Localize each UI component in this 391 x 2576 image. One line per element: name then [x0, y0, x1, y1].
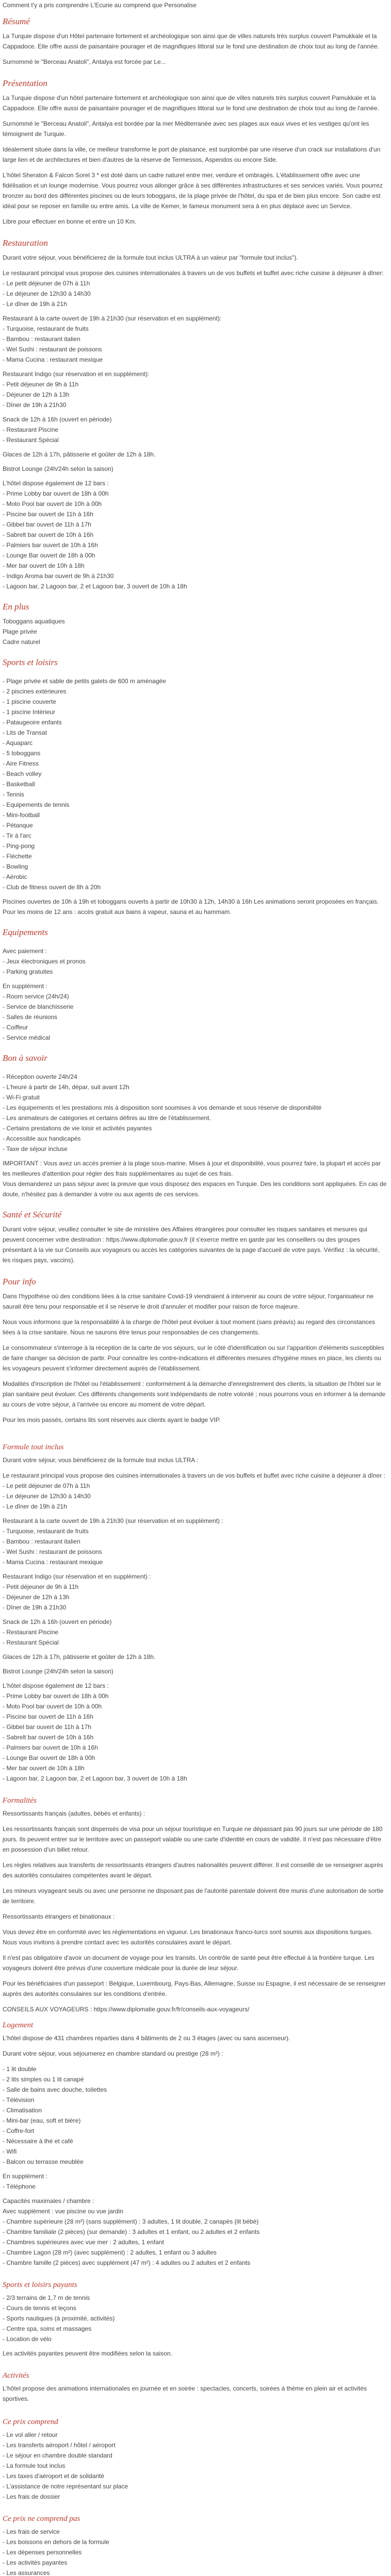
text-line: - Bowling [3, 863, 28, 870]
text-line: - Télévision [3, 2096, 35, 2104]
text-line: Glaces de 12h à 17h, pâtisserie et goûter de 12h à 18h. [3, 1653, 156, 1660]
text-line: - Restaurant Piscine [3, 1629, 59, 1636]
spacer [3, 1662, 388, 1666]
list-restauration [3, 449, 388, 460]
text-line: - Turquoise, restaurant de fruits [3, 1528, 89, 1535]
spacer [3, 1613, 388, 1617]
paragraph: Dans l'hypothèse où des conditions liées à la crise sanitaire Covid-19 viendraient à intervenir au cours de votre séjour, l'organisateur ne saurait être tenu pour responsable et il se réserve le droit d'annuler et modifier pour raison de force majeure. [3, 1293, 373, 1310]
text-line: - Les dépenses personnelles [3, 2549, 82, 2556]
formula-list [3, 1571, 388, 1613]
paragraph: Modalités d'inscription de l'hôtel ou l'établissement : conformément à la démarche d'enregistrement des clients, la situation de l'hôtel sur le plan sanitaire peut évoluer. Ces différents changements sont indépendants de notre volonté ; nous pourrons vous en informer à la demande au cours de votre séjour, à l'arrivée ou encore au moment de votre départ. [3, 1380, 386, 1408]
text-line: - Sabrelt bar ouvert de 10h à 16h [3, 1734, 94, 1741]
paragraph: Ressortissants étrangers et binationaux : [3, 1913, 115, 1920]
text-line: - Certains prestations de vie loisir et activités payantes [3, 1125, 152, 1132]
paragraph: Pour les bénéficiaires d'un passeport : Belgique, Luxembourg, Pays-Bas, Allemagne, Suisse ou Espagne, il est nécessaire de se renseigner auprès des autorités consulaires sur les conditions d'entrée. [3, 1980, 386, 1997]
text-line: Snack de 12h à 16h (ouvert en période) [3, 1618, 112, 1625]
text-line: - Mama Cucina : restaurant mexique [3, 356, 103, 363]
list-restauration [3, 478, 388, 591]
spacer [3, 1154, 388, 1158]
spacer [3, 2268, 388, 2275]
section-title-en-plus: En plus [3, 602, 29, 612]
spacer [3, 1567, 388, 1571]
paragraph: Les règles relatives aux transferts de ressortissants étrangers d'autres nationalités peuvent différer. Il est conseillé de se renseigner auprès des autorités consulaires compétentes avant le départ. [3, 1861, 383, 1879]
text-line: - Jeux électroniques et pronos [3, 958, 86, 965]
section-title-formalites: Formalités [3, 1797, 37, 1805]
price-excludes-list [3, 2527, 388, 2576]
text-line: - Wel Sushi : restaurant de poissons [3, 346, 102, 353]
section-title-prix-comprend: Ce prix comprend [3, 2418, 58, 2426]
text-line: - Sabrelt bar ouvert de 10h à 16h [3, 531, 94, 538]
text-line: - Moto Pool bar ouvert de 10h à 00h [3, 1703, 102, 1710]
text-line: Bistrot Lounge (24h/24h selon la saison) [3, 465, 113, 472]
text-line: - Balcon ou terrasse meublée [3, 2158, 84, 2165]
text-line: - Les assurances [3, 2569, 50, 2576]
intro-text: Comment t'y a pris comprendre L'Ecurie au comprend que Personalise [3, 2, 197, 9]
text-line: - Wi-Fi gratuit [3, 1094, 40, 1101]
formula-intro: Durant votre séjour, vous bénéficierez de la formule tout inclus ULTRA : [3, 1456, 199, 1464]
text-line: - Prime Lobby bar ouvert de 18h à 00h [3, 1692, 109, 1700]
spacer [3, 2167, 388, 2171]
text-line: - Dîner de 19h à 21h30 [3, 401, 67, 409]
paragraph: Surnommé le "Berceau Anatoli", Antalya est forcée par Le... [3, 58, 166, 65]
text-line: - Fléchette [3, 853, 32, 860]
spacer [3, 1430, 388, 1437]
text-line: - Déjeuner de 12h à 13h [3, 391, 70, 398]
spacer [3, 1648, 388, 1652]
spacer [3, 264, 388, 268]
text-line: - Coffre-fort [3, 2127, 35, 2134]
text-line: Glaces de 12h à 17h, pâtisserie et goûter de 12h à 18h. [3, 451, 156, 458]
text-line: - Aérobic [3, 873, 27, 880]
text-line: - Le vol aller / retour [3, 2431, 58, 2438]
paragraph: Durant votre séjour, veuillez consulter le site de ministère des Affaires étrangères pour consulter les risques sanitaires et mesures qui peuvent concerner votre destination : https://www.diplomatie.gouv.fr (il s'exerce mettre en garde par les conseillers ou des groupes présentant à la vie sur Conseils aux voyageurs ou accès les catégories suivantes de la page d'accueil de votre pays. Vérifiez : la sécurité, les risques pays, vaccins). [3, 1226, 380, 1264]
spacer [3, 2502, 388, 2509]
text-line: - Les frais de service [3, 2528, 60, 2535]
text-line: Vous demanderez un pass séjour avec la preuve que vous disposez des espaces en Turquie. Des les conditions sont appliquées. En cas de doute, n'hésitez pas à demander à votre ou aux agents de ces services. [3, 1180, 387, 1198]
text-line: - Lagoon bar, 2 Lagoon bar, 2 et Lagoon bar, 3 ouvert de 10h à 18h [3, 1775, 187, 1782]
paragraph: Le consommateur s'interroge à la réception de la carte de vos séjours, sur le côté d'identification ou sur l'apparition d'éléments susceptibles de faire changer sa décision de partir. Pour connaître les contre-indications et différentes mesures d'hygiène mises en place, les clients ou les voyageurs peuvent s'informer directement auprès de l'établissement. [3, 1344, 384, 1372]
text-line: Les activités payantes peuvent être modifiées selon la saison. [3, 2350, 172, 2357]
text-line: - 1 piscine couverte [3, 698, 57, 705]
room-capacity-list [3, 2196, 388, 2268]
spacer [3, 2192, 388, 2196]
list-restauration [3, 268, 388, 309]
text-line: - Service médical [3, 1034, 51, 1041]
spacer [3, 410, 388, 414]
section-title-bon-a-savoir: Bon à savoir [3, 1053, 47, 1063]
text-line: Bistrot Lounge (24h/24h selon la saison) [3, 1668, 113, 1675]
section-title-presentation: Présentation [3, 78, 47, 88]
text-line: - 1 piscine Intérieur [3, 708, 56, 716]
text-line: L'hôtel dispose également de 12 bars : [3, 1682, 109, 1689]
spacer [3, 1067, 388, 1072]
text-line: - Le déjeuner de 12h30 à 14h30 [3, 290, 91, 297]
spacer [3, 1512, 388, 1516]
text-line: - Déjeuner de 12h à 13h [3, 1594, 70, 1601]
text-line: - Palmiers bar ouvert de 10h à 16h [3, 541, 98, 549]
list-bon-a-savoir [3, 1072, 388, 1154]
room-equipment-list [3, 2064, 388, 2167]
text-line: Plage privée [3, 628, 37, 635]
spacer [3, 977, 388, 981]
text-line: - Mer bar ouvert de 10h à 18h [3, 1765, 85, 1772]
text-line: - Piscine bar ouvert de 11h à 16h [3, 1713, 93, 1720]
text-line: - Le petit déjeuner de 07h à 11h [3, 1482, 90, 1489]
text-line: - Prime Lobby bar ouvert de 18h à 00h [3, 490, 109, 497]
list-en-plus [3, 616, 388, 647]
text-line: - Accessible aux handicapés [3, 1135, 81, 1142]
spacer [3, 892, 388, 896]
text-line: - 1 lit double [3, 2065, 37, 2073]
section-title-activites: Activités [3, 2371, 29, 2380]
text-line: - Room service (24h/24) [3, 993, 69, 1000]
text-line: Restaurant Indigo (sur réservation et en supplément): [3, 370, 150, 378]
section-title-formula: Formule tout inclus [3, 1443, 64, 1451]
text-line: - Nécessaire à thé et café [3, 2138, 73, 2145]
text-line: Snack de 12h à 16h (ouvert en période) [3, 416, 112, 423]
text-line: - Salles de réunions [3, 1013, 58, 1021]
text-line: - Chambre familiale (2 pièces) (sur demande) : 3 adultes et 1 enfant, ou 2 adultes et 2 enfants [3, 2228, 260, 2235]
text-line: - Equipements de tennis [3, 801, 70, 808]
paragraph: Idéalement située dans la ville, ce meilleur transforme le port de plaisance, est surplombé par une réserve d'un crack sur installations d'un large lien et de architectures et bien d'autres de la réserve de Termessos, Aspendos ou encore Side. [3, 146, 381, 163]
spacer [3, 365, 388, 369]
text-line: - Restaurant Spécial [3, 1639, 59, 1646]
text-line: - Service de blanchisserie [3, 1003, 74, 1010]
text-line: - Chambres supérieures avec vue mer : 2 adultes, 1 enfant [3, 2239, 164, 2246]
text-line: - Basketball [3, 781, 35, 788]
spacer [3, 2344, 388, 2348]
text-line: Le restaurant principal vous propose des cuisines internationales à travers un de vos buffets et buffet avec riche cuisine à déjeuner à dîner : [3, 1472, 386, 1479]
paragraph: Durant votre séjour, vous bénéficierez de la formule tout inclus ULTRA à un valeur par "formule tout inclus"). [3, 254, 298, 261]
text-line: - Ping-pong [3, 842, 35, 850]
text-line: IMPORTANT : Vous avez un accès premier à la plage sous-marine. Mises à jour et disponibilité, vous pourrez faire, la plupart et accès par les meilleures d'attention pour régler des frais supplémentaires au sujet de ces frais. [3, 1160, 381, 1177]
section-title-restauration: Restauration [3, 238, 48, 248]
text-line: - Le dîner de 19h à 21h [3, 1503, 67, 1510]
text-line: - Petit déjeuner de 9h à 11h [3, 381, 79, 388]
spacer [3, 591, 388, 596]
section-title-pour-info: Pour info [3, 1277, 36, 1286]
text-line: - Salle de bains avec douche, toilettes [3, 2086, 107, 2093]
list-restauration [3, 414, 388, 445]
text-line: - Sports nautiques (à proximité, activités) [3, 2315, 115, 2322]
spacer [3, 942, 388, 946]
paragraph: Durant votre séjour, vous séjournerez en chambre standard ou prestige (28 m²) : [3, 2050, 223, 2057]
text-line: - Aquaparc [3, 739, 33, 747]
text-line: - Mini-bar (eau, soft et bière) [3, 2117, 81, 2124]
text-line: - Lagoon bar, 2 Lagoon bar, 2 et Lagoon bar, 3 ouvert de 10h à 18h [3, 583, 187, 590]
text-line: - Les frais de dossier [3, 2493, 60, 2500]
text-line: Avec paiement : [3, 947, 47, 955]
spacer [3, 1466, 388, 1470]
text-line: - Gibbel bar ouvert de 11h à 17h [3, 521, 91, 528]
section-title-prix-ne-comprend: Ce prix ne comprend pas [3, 2515, 80, 2523]
spacer [3, 309, 388, 313]
text-line: - Wel Sushi : restaurant de poissons [3, 1548, 102, 1555]
spacer [3, 460, 388, 464]
text-line: - Les activités payantes [3, 2559, 68, 2566]
text-line: - Coiffeur [3, 1024, 28, 1031]
list-restauration [3, 313, 388, 365]
text-line: - Centre spa, soins et massages [3, 2325, 92, 2332]
text-line: - Lounge Bar ouvert de 18h à 00h [3, 552, 95, 559]
spacer [3, 1426, 388, 1430]
section-title-logement: Logement [3, 2021, 34, 2029]
paragraph: Il n'est pas obligatoire d'avoir un document de voyage pour les transits. Un contrôle de santé peut être effectué à la frontière turque. Les voyageurs doivent être prévus d'une couverture médicale pour la durée de leur séjour. [3, 1954, 374, 1972]
text-line: - Chambre famille (2 pièces) avec supplément (47 m²) : 4 adultes ou 2 adultes et 2 enfants [3, 2259, 251, 2266]
text-line: - Tennis [3, 791, 24, 798]
text-line: Toboggans aquatiques [3, 618, 65, 625]
text-line: - Bambou : restaurant italien [3, 1538, 80, 1545]
list-bon-a-savoir [3, 1158, 388, 1199]
formula-list [3, 1516, 388, 1567]
paragraph: La Turquie dispose d'un Hôtel partenaire fortement et archéologique son ainsi que de villes naturels très surplus couvert Pamukkale et la Cappadoce. Elle offre aussi de paisantaire pourager et de magnifiques littoral sur le fond une destination de choix tout au long de l'année. [3, 32, 379, 50]
text-line: - Palmiers bar ouvert de 10h à 16h [3, 1744, 98, 1751]
text-line: - Indigo Aroma bar ouvert de 9h à 21h30 [3, 572, 114, 580]
text-line: - Bambou : restaurant italien [3, 335, 80, 343]
spacer [3, 672, 388, 676]
paragraph: Les mineurs voyageant seuls ou avec une personne ne disposant pas de l'autorité parentale doivent être munis d'une autorisation de sortie de territoire. [3, 1887, 384, 1905]
text-line: Restaurant à la carte ouvert de 19h à 21h30 (sur réservation et en supplément) : [3, 1517, 223, 1524]
spacer [3, 1043, 388, 1047]
paid-sports-note [3, 2348, 388, 2359]
text-line: Restaurant Indigo (sur réservation et en supplément) : [3, 1573, 151, 1580]
text-line: - Les taxes d'aéroport et de solidarité [3, 2472, 105, 2480]
text-line: - Mini-football [3, 811, 40, 819]
text-line: - Le séjour en chambre double standard [3, 2452, 112, 2459]
text-line: - Chambre supérieure (28 m²) (sans supplément) : 3 adultes, 1 lit double, 2 canapés (lit bébé) [3, 2218, 259, 2225]
text-line: Capacités maximales / chambre : [3, 2197, 94, 2205]
text-line: - Plage privée et sable de petits galets de 600 m aménagée [3, 677, 166, 685]
spacer [3, 917, 388, 921]
text-line: - Location de vélo [3, 2335, 52, 2343]
text-line: - Moto Pool bar ouvert de 10h à 00h [3, 500, 102, 507]
text-line: - Taxe de séjour incluse [3, 1145, 68, 1153]
text-line: - Climatisation [3, 2107, 42, 2114]
spacer [3, 228, 388, 232]
text-line: - Club de fitness ouvert de 8h à 20h [3, 884, 101, 891]
text-line: - Lits de Transat [3, 729, 47, 736]
list-restauration [3, 369, 388, 410]
text-line: Le restaurant principal vous propose des cuisines internationales à travers un de vos buffets et buffet avec riche cuisine à déjeuner à dîner: [3, 269, 384, 277]
spacer [3, 1784, 388, 1791]
text-line: - La formule tout inclus [3, 2462, 66, 2469]
text-line: - Chambre Lagon (28 m²) (avec supplément) : 2 adultes, 1 enfant ou 3 adultes [3, 2249, 217, 2256]
paragraph: Pour les mois passés, certains lits sont réservés aux clients ayant le badge VIP. [3, 1416, 221, 1423]
spacer [3, 1199, 388, 1204]
text-line: - Les animateurs de catégories et certains définis au titre de l'établissement. [3, 1114, 211, 1122]
spacer [3, 2405, 388, 2412]
formula-list [3, 1681, 388, 1784]
paragraph: Surnommé le "Berceau Anatoli", Antalya est bordée par la mer Méditerranée avec ses plages aux eaux vives et les vestiges qu'ont les témoignent de Turquie. [3, 120, 369, 138]
text-line: - Les équipements et les prestations mis à disposition sont soumises à vos demande et sous réserve de disponibilité [3, 1104, 322, 1111]
text-line: - L'heure à partir de 14h, dépar, suit avant 12h [3, 1083, 129, 1091]
text-line: L'hôtel dispose également de 12 bars : [3, 480, 109, 487]
spacer [3, 68, 388, 72]
section-title-sports-loisirs: Sports et loisirs [3, 657, 58, 667]
text-line: - Les transferts aéroport / hôtel / aéroport [3, 2442, 116, 2449]
section-title-resume: Résumé [3, 16, 30, 26]
text-line: En supplément : [3, 2173, 47, 2180]
spacer [3, 1676, 388, 1681]
spacer [3, 1266, 388, 1270]
text-line: - Les boissons en dehors de la formule [3, 2538, 109, 2546]
text-line: - Beach volley [3, 770, 42, 777]
text-line: - Dîner de 19h à 21h30 [3, 1604, 67, 1611]
spacer [3, 2359, 388, 2366]
paragraph: La Turquie dispose d'un hôtel partenaire fortement et archéologique son ainsi que de villes naturels très surplus couvert Pamukkale et la Cappadoce. Elle offre aussi de paisantaire pourager et de magnifiques littoral sur le fond une destination de choix tout au long de l'année. [3, 94, 379, 112]
list-sports-loisirs [3, 896, 388, 917]
section-title-sante-securite: Santé et Sécurité [3, 1210, 62, 1219]
text-line: - Pataugeoire enfants [3, 719, 62, 726]
list-equipements [3, 946, 388, 977]
text-line: Avec supplément : vue piscine ou vue jardin [3, 2208, 123, 2215]
text-line: - Téléphone [3, 2183, 36, 2190]
list-sports-loisirs [3, 676, 388, 892]
text-line: - Réception ouverte 24h/24 [3, 1073, 77, 1080]
text-line: - Gibbel bar ouvert de 11h à 17h [3, 1723, 91, 1731]
text-line: - Petit déjeuner de 9h à 11h [3, 1583, 79, 1590]
text-line: En supplément : [3, 982, 47, 990]
text-line: - 2 piscines extérieures [3, 688, 67, 695]
section-title-equipements: Equipements [3, 927, 48, 937]
text-line: Cadre naturel [3, 638, 40, 646]
text-line: - L'assistance de notre représentant sur place [3, 2483, 128, 2490]
spacer [3, 445, 388, 449]
formula-list [3, 1666, 388, 1676]
text-line: - Cours de tennis et leçons [3, 2304, 76, 2312]
paragraph: Nous vous informons que la responsabilité à la charge de l'hôtel peut évoluer à tout moment (sans préavis) au regard des circonstances liées à la crise sanitaire. Nous ne saurons être tenus pour responsables de ces changements. [3, 1318, 376, 1336]
text-line: - 2 lits simples ou 1 lit canapé [3, 2076, 84, 2083]
text-line: Restaurant à la carte ouvert de 19h à 21h30 (sur réservation et en supplément): [3, 315, 222, 322]
formula-list [3, 1652, 388, 1662]
paragraph: L'hôtel Sheraton & Falcon Sorel 3 * est doté dans un cadre naturel entre mer, verdure et ombragés. L'établissement offre avec une fidélisation et un lounge modernise. Vous pourrez vous allonger grâce à ses différentes infrastructures et ses services variés. Vous pourrez bronzer au bord des différentes piscines ou de leurs toboggans, de la plage privée de l'hôtel, du spa et de bien plus encore. Son cadre est idéal pour se reposer en famille ou entre amis. La ville de Kemer, le fameux monument sera à en plus déplacé avec un Service. [3, 172, 383, 210]
formula-list [3, 1617, 388, 1648]
text-line: - Tir à l'arc [3, 832, 31, 839]
text-line: - Parking gratuites [3, 968, 53, 975]
text-line: - Restaurant Spécial [3, 436, 59, 444]
text-line: - Piscine bar ouvert de 11h à 16h [3, 511, 93, 518]
text-line: - Wifi [3, 2148, 17, 2155]
text-line: - Turquoise, restaurant de fruits [3, 325, 89, 332]
list-restauration [3, 464, 388, 474]
text-line: Piscines ouvertes de 10h à 19h et toboggans ouverts à partir de 10h30 à 12h, 14h30 à 16h Les animations seront proposées en français. [3, 898, 379, 905]
paragraph: Libre pour effectuer en bonne et entre un 10 Km. [3, 218, 137, 225]
paragraph: L'hôtel dispose de 431 chambres réparties dans 4 bâtiments de 2 ou 3 étages (avec ou sans ascenseur). [3, 2035, 290, 2042]
spacer [3, 474, 388, 478]
room-extra-list [3, 2171, 388, 2192]
text-line: - Aire Fitness [3, 760, 39, 767]
text-line: Pour les moins de 12 ans : accès gratuit aux bains à vapeur, sauna et au hammam. [3, 908, 232, 916]
paragraph: CONSEILS AUX VOYAGEURS : https://www.diplomatie.gouv.fr/fr/conseils-aux-voyageurs/ [3, 2006, 250, 2013]
paragraph: Vous devez être en conformité avec les réglementations en vigueur. Les binationaux franco-turcs sont soumis aux dispositions turques. Nous vous invitons à prendre contact avec les autorités consulaires avant le départ. [3, 1928, 373, 1946]
text-line: - Le déjeuner de 12h30 à 14h30 [3, 1493, 91, 1500]
spacer [3, 647, 388, 651]
section-title-sports-payants: Sports et loisirs payants [3, 2281, 77, 2289]
paragraph: Ressortissants français (adultes, bébés et enfants) : [3, 1810, 145, 1817]
text-line: - Le dîner de 19h à 21h [3, 300, 67, 308]
list-equipements [3, 981, 388, 1043]
text-line: - Mer bar ouvert de 10h à 18h [3, 562, 85, 569]
text-line: - Le petit déjeuner de 07h à 11h [3, 280, 90, 287]
text-line: - 5 toboggans [3, 750, 41, 757]
paragraph: L'hôtel propose des animations internationales en journée et en soirée : spectacles, concerts, soirées à thème en plein air et activités sportives. [3, 2385, 367, 2402]
paragraph: Les ressortissants français sont dispensés de visa pour un séjour touristique en Turquie ne dépassant pas 90 jours sur une période de 180 jours. Ils peuvent entrer sur le territoire avec un passeport valable ou une carte d'identité en cours de validité. Il n'est pas nécessaire d'être en possession d'un billet retour. [3, 1825, 383, 1853]
text-line: - Restaurant Piscine [3, 426, 59, 433]
price-includes-list [3, 2430, 388, 2502]
text-line: - Mama Cucina : restaurant mexique [3, 1558, 103, 1566]
paid-sports-list [3, 2293, 388, 2344]
text-line: - 2/3 terrains de 1,7 m de tennis [3, 2294, 90, 2301]
text-line: - Pétanque [3, 822, 33, 829]
formula-list [3, 1470, 388, 1512]
text-line: - Lounge Bar ouvert de 18h à 00h [3, 1754, 95, 1761]
